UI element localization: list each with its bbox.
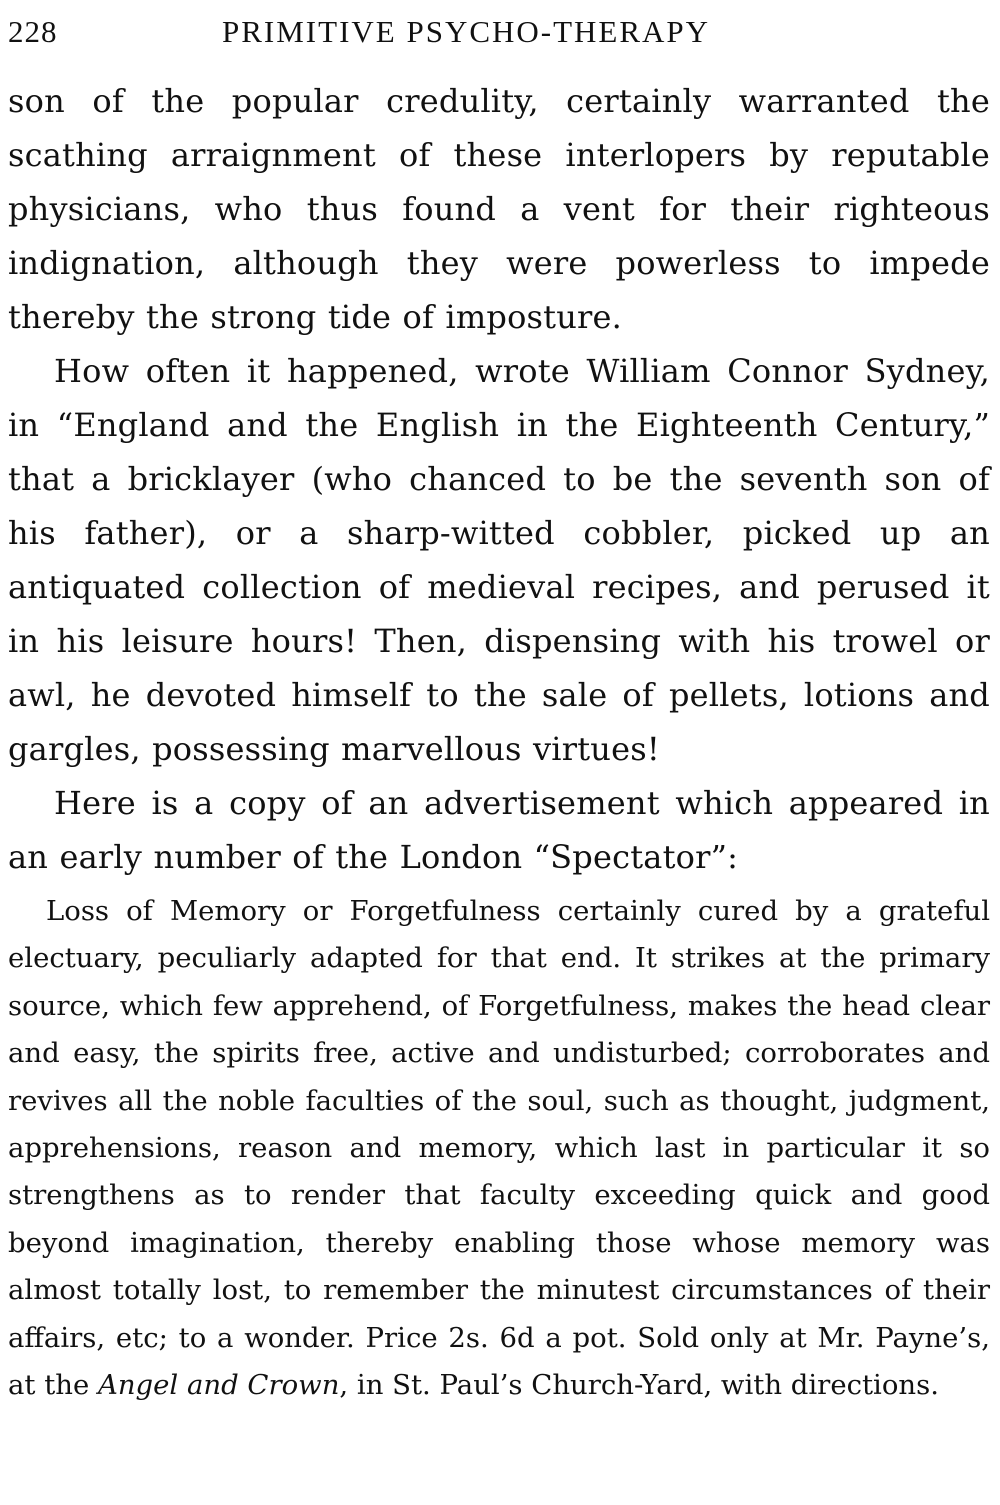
advertisement-text-end: , in St. Paul’s Church-Yard, with directions. xyxy=(339,1369,939,1402)
body-text xyxy=(8,74,990,884)
page-header xyxy=(8,14,998,54)
page-number: 228 xyxy=(8,14,58,49)
advertisement-shop-name: Angel and Crown xyxy=(97,1369,340,1402)
advertisement-text xyxy=(8,888,990,1409)
paragraph-advertisement-intro: Here is a copy of an advertisement which appeared in an early number of the London “Spectator”: xyxy=(8,784,990,876)
paragraph-continuation: son of the popular credulity, certainly warranted the scathing arraignment of these interlopers by reputable physicians, who thus found a vent for their righteous indignation, although they were powerless to impede thereby the strong tide of imposture. xyxy=(8,82,990,336)
advertisement-quote xyxy=(8,888,990,1409)
advertisement-text-main: Loss of Memory or Forgetfulness certainly cured by a grateful electuary, peculiarly adapted for that end. It strikes at the primary source, which few apprehend, of Forgetfulness, makes the head clear and easy, the spirits free, active and undisturbed; corroborates and revives all the noble faculties of the soul, such as thought, judgment, apprehensions, reason and memory, which last in particular it so strengthens as to render that faculty exceeding quick and good beyond imagination, thereby enabling those whose memory was almost totally lost, to remember the minutest circumstances of their affairs, etc; to a wonder. Price 2s. 6d a pot. Sold only at Mr. Payne’s, at the xyxy=(8,895,990,1402)
paragraph-sydney-quote: How often it happened, wrote William Connor Sydney, in “England and the English in the Eighteenth Century,” that a bricklayer (who chanced to be the seventh son of his father), or a sharp-witted cobbler, picked up an antiquated collection of medieval recipes, and perused it in his leisure hours! Then, dispensing with his trowel or awl, he devoted himself to the sale of pellets, lotions and gargles, possessing marvellous virtues! xyxy=(8,352,990,768)
running-head: PRIMITIVE PSYCHO-THERAPY xyxy=(222,14,711,49)
